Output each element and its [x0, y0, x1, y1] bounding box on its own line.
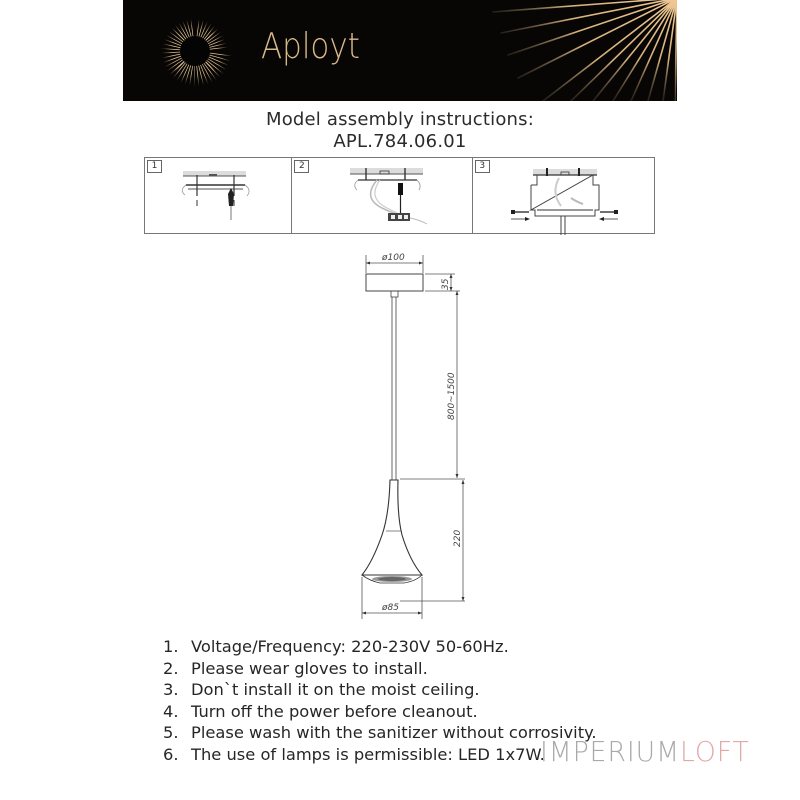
note-text: Don`t install it on the moist ceiling. — [191, 680, 480, 700]
note-text: Please wear gloves to install. — [191, 658, 428, 678]
note-item — [163, 658, 597, 680]
note-text: Turn off the power before cleanout. — [191, 701, 478, 721]
step-number: 2 — [294, 160, 309, 173]
note-item — [163, 701, 597, 723]
document-title: Model assembly instructions: — [265, 109, 535, 130]
note-text: Voltage/Frequency: 220-230V 50-60Hz. — [191, 637, 509, 656]
wiring-diagram — [292, 158, 473, 235]
note-text: Please wash with the sanitizer without corrosivity. — [191, 723, 597, 743]
assembly-steps — [144, 157, 655, 234]
step-number: 1 — [147, 160, 162, 173]
note-item — [163, 722, 597, 744]
assembly-step-1 — [145, 158, 292, 233]
note-number: 6. — [163, 744, 179, 764]
note-text: The use of lamps is permissible: LED 1x7W. — [191, 744, 545, 764]
assembly-step-2 — [292, 158, 472, 233]
note-item — [163, 679, 597, 701]
step-number: 3 — [475, 160, 490, 173]
shade-diameter-label: ø85 — [382, 603, 399, 613]
watermark-part-1: IMPERIUM — [540, 735, 680, 768]
watermark — [540, 735, 750, 768]
model-number: APL.784.06.01 — [333, 131, 467, 152]
brand-banner — [123, 0, 677, 101]
note-number: 2. — [163, 658, 179, 678]
assembly-step-3 — [473, 158, 654, 233]
canopy-fixing-diagram — [473, 158, 655, 235]
sunburst-icon — [123, 0, 677, 101]
watermark-part-2: LOFT — [679, 735, 750, 768]
bracket-mounting-diagram — [145, 158, 293, 235]
canopy-height-label: 35 — [441, 278, 451, 290]
pendant-technical-drawing — [340, 245, 490, 625]
shade-height-label: 220 — [453, 529, 463, 547]
note-number: 5. — [163, 723, 179, 743]
canopy-diameter-label: ø100 — [382, 253, 405, 263]
note-item — [163, 744, 597, 766]
brand-logo-text: Aployt — [261, 26, 360, 67]
pendant-lamp-diagram — [340, 245, 490, 625]
note-number: 4. — [163, 701, 179, 721]
note-number: 1. — [163, 637, 179, 656]
safety-notes-list — [163, 636, 597, 766]
cable-length-label: 800~1500 — [447, 372, 457, 420]
note-item — [163, 636, 597, 658]
note-number: 3. — [163, 680, 179, 700]
